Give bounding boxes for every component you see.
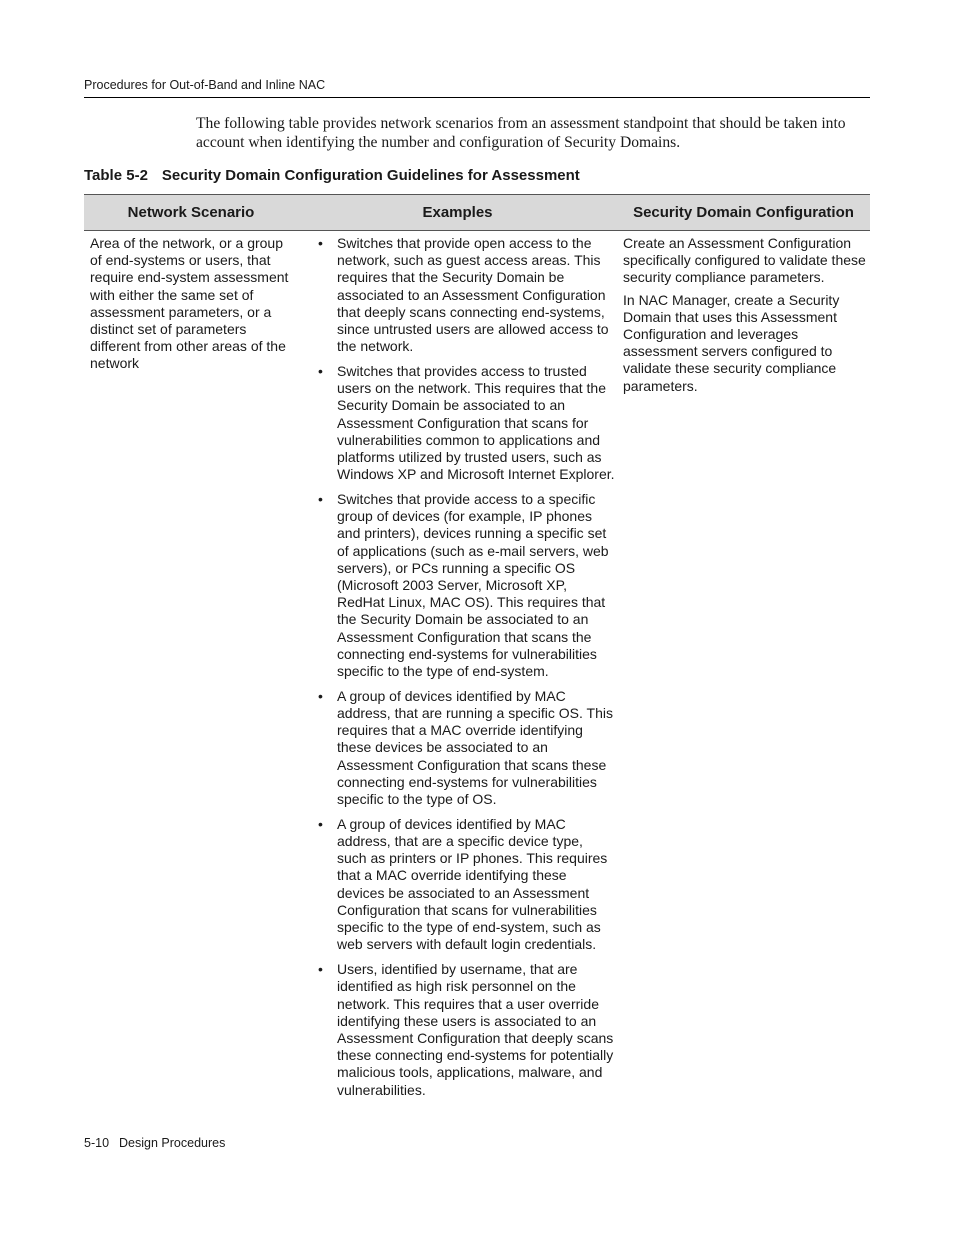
bullet-icon: • [318,961,323,978]
bullet-icon: • [318,687,323,704]
guidelines-table [84,194,870,1107]
list-item [302,961,615,1099]
table-row [84,231,870,1108]
example-text: A group of devices identified by MAC address, that are a specific device type, such as printers or IP phones. This requires that a MAC override identifying these devices be associated to an Assessment Configuration that scans for vulnerabilities specific to the type of end-system, such as web servers with default login credentials. [337,815,608,953]
example-text: A group of devices identified by MAC address, that are running a specific OS. This requires that a MAC override identifying these devices be associated to an Assessment Configuration that scans these connecting end-systems for vulnerabilities specific to the type of OS. [337,687,613,808]
column-header-examples: Examples [298,195,617,231]
running-footer [84,1136,225,1150]
example-text: Switches that provide open access to the network, such as guest access areas. This requires that the Security Domain be associated to an Assessment Configuration that deeply scans connecting end-systems, since untrusted users are allowed access to the network. [337,235,609,355]
examples-cell [298,231,617,1108]
example-text: Users, identified by username, that are identified as high risk personnel on the network. This requires that a user override identifying these users is associated to an Assessment Configuration that deeply scans these connecting end-systems for potentially malicious tools, applications, malware, and vulnerabilities. [337,961,614,1098]
configuration-paragraph: Create an Assessment Configuration specifically configured to validate these security compliance parameters. [623,235,866,286]
table-header-row [84,195,870,231]
list-item [302,363,615,483]
header-rule [84,97,870,98]
running-header: Procedures for Out-of-Band and Inline NAC [84,78,326,92]
configuration-cell [617,231,870,1108]
example-text: Switches that provides access to trusted users on the network. This requires that the Security Domain be associated to an Assessment Configuration that scans for vulnerabilities common to applications and platforms utilized by trusted users, such as Windows XP and Microsoft Internet Explorer. [337,363,615,483]
table-caption-number: Table 5-2 [84,167,148,184]
list-item [302,491,615,680]
example-text: Switches that provide access to a specific group of devices (for example, IP phones and printers), devices running a specific set of applications (such as e-mail servers, web servers), or PCs running a specific OS (Microsoft 2003 Server, Microsoft XP, RedHat Linux, MAC OS). This requires that the Security Domain be associated to an Assessment Configuration that scans the connecting end-systems for vulnerabilities specific to the type of end-system. [337,491,609,680]
page-number: 5-10 [84,1136,110,1150]
bullet-icon: • [318,235,323,251]
column-header-network-scenario: Network Scenario [84,195,298,231]
list-item [302,688,615,808]
configuration-paragraph: In NAC Manager, create a Security Domain that uses this Assessment Configuration and leverages assessment servers configured to validate these security compliance parameters. [623,291,840,394]
examples-list [302,235,615,1099]
table-caption [84,167,580,184]
intro-paragraph: The following table provides network scenarios from an assessment standpoint that should be taken into account when identifying the number and configuration of Security Domains. [196,115,846,151]
bullet-icon: • [318,815,323,832]
column-header-security-domain-configuration: Security Domain Configuration [617,195,870,231]
list-item [302,235,615,355]
scenario-cell: Area of the network, or a group of end-systems or users, that require end-system assessment with either the same set of assessment parameters, or a distinct set of parameters different from other areas of the network [90,235,289,372]
list-item [302,816,615,954]
bullet-icon: • [318,491,323,508]
table-caption-title: Security Domain Configuration Guidelines for Assessment [161,167,580,184]
footer-section: Design Procedures [119,1136,226,1150]
bullet-icon: • [318,363,323,380]
